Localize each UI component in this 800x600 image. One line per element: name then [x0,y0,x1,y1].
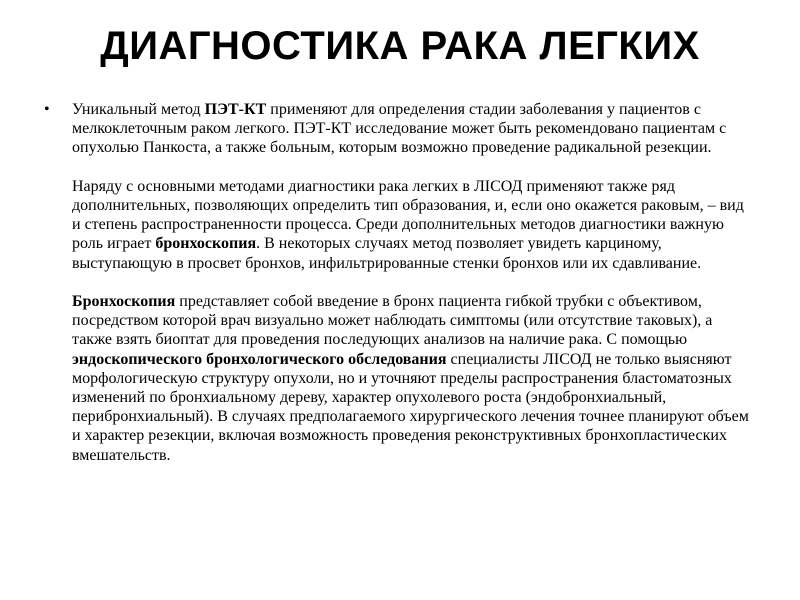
bullet-icon: • [44,101,50,118]
bullet-text [72,100,756,465]
slide-title: ДИАГНОСТИКА РАКА ЛЕГКИХ [100,24,700,68]
text-run: . В некоторых случаях метод позволяет увидеть карциному, выступающую в просвет бронхов, инфильтрированные стенки бронхов или их сдавливание. [72,235,702,272]
bold-term-pet-ct: ПЭТ-КТ [204,101,267,118]
paragraph-pet-ct [72,100,756,158]
text-run: применяют для определения стадии заболевания у пациентов с мелкоклеточным раком легкого. ПЭТ-КТ исследование может быть рекомендовано пациентам с опухолью Панкоста, а также больным, которым возможно проведение радикальной резекции. [72,101,727,157]
text-run: Наряду с основными методами диагностики рака легких в ЛІСОД применяют также ряд дополнительных, позволяющих определить тип образования, и, если оно окажется раковым, – вид и степень распространенности процесса. Среди дополнительных методов диагностики важную роль играет [72,177,744,253]
text-run: специалисты ЛІСОД не только выясняют морфологическую структуру опухоли, но и уточняют пределы распространения бластоматозных изменений по бронхиальному дереву, характер опухолевого роста (эндобронхиальный, перибронхиальный). В случаях предполагаемого хирургического лечения точнее планируют объем и характер резекции, включая возможность проведения реконструктивных бронхопластических вмешательств. [72,350,749,464]
bullet-item [44,100,756,465]
text-run: представляет собой введение в бронх пациента гибкой трубки с объективом, посредством которой врач визуально может наблюдать симптомы (или отсутствие таковых), а также взять биоптат для проведения последующих анализов на наличие рака. С помощью [72,293,713,349]
bold-term-endoscopic-exam: эндоскопического бронхологического обследования [72,350,447,368]
bold-term-bronchoscopy: бронхоскопия [155,235,257,253]
paragraph-spacer [72,158,756,177]
paragraph-bronchoscopy [72,292,756,465]
paragraph-additional-methods [72,177,756,273]
paragraph-spacer [72,273,756,292]
text-run: Уникальный метод [72,101,205,118]
slide-content [44,100,756,465]
bold-term-bronchoscopy: Бронхоскопия [72,293,176,310]
